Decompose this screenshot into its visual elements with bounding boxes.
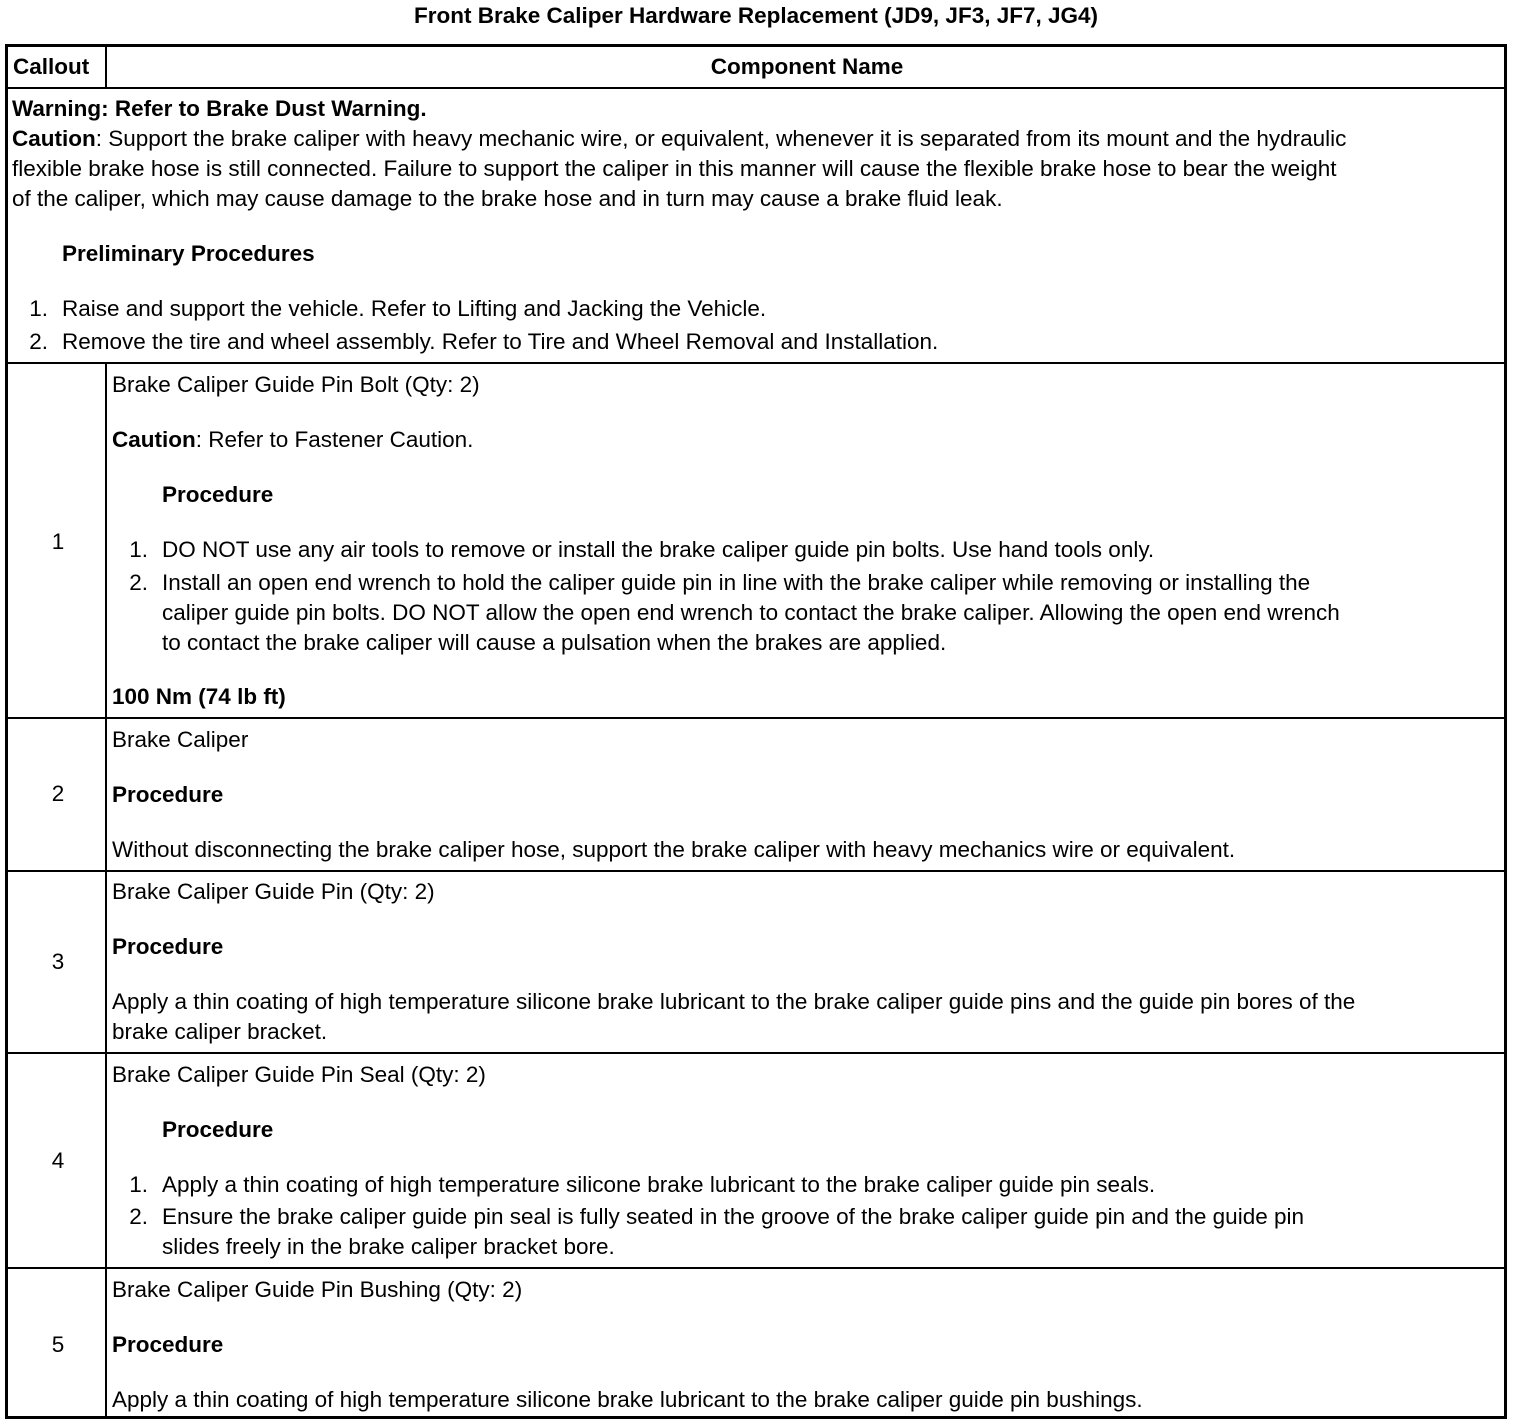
component-name: Brake Caliper Guide Pin Bushing (Qty: 2) xyxy=(112,1277,523,1302)
callout-number: 1 xyxy=(51,529,65,554)
warning-line xyxy=(12,94,427,124)
procedure-step: caliper guide pin bolts. DO NOT allow the open end wrench to contact the brake caliper. Allowing the open end wrench xyxy=(162,600,1340,625)
procedure-heading: Procedure xyxy=(112,934,224,959)
header-callout: Callout xyxy=(13,54,90,79)
step-number: 1. xyxy=(29,296,48,321)
step-number: 1. xyxy=(129,1172,148,1197)
prelim-step: Remove the tire and wheel assembly. Refer to Tire and Wheel Removal and Installation. xyxy=(62,329,939,354)
callout-number: 2 xyxy=(51,781,65,806)
caution-line xyxy=(112,425,473,455)
document-title: Front Brake Caliper Hardware Replacement (JD9, JF3, JF7, JG4) xyxy=(414,3,1098,28)
prelim-step: Raise and support the vehicle. Refer to Lifting and Jacking the Vehicle. xyxy=(62,296,767,321)
procedure-heading: Procedure xyxy=(162,1117,274,1142)
component-name: Brake Caliper Guide Pin Bolt (Qty: 2) xyxy=(112,372,480,397)
column-divider xyxy=(105,362,107,1419)
row-divider xyxy=(8,362,1504,364)
caution-text: flexible brake hose is still connected. Failure to support the caliper in this manner will cause the flexible brake hose to bear the weight xyxy=(12,156,1337,181)
procedure-text: Apply a thin coating of high temperature silicone brake lubricant to the brake caliper guide pin bushings. xyxy=(112,1387,1143,1412)
procedure-heading: Procedure xyxy=(112,782,224,807)
warning-label: Warning xyxy=(12,96,102,121)
step-number: 2. xyxy=(29,329,48,354)
procedure-step: to contact the brake caliper will cause a pulsation when the brakes are applied. xyxy=(162,630,947,655)
header-component-name: Component Name xyxy=(710,54,904,79)
callout-number: 3 xyxy=(51,949,65,974)
step-number: 2. xyxy=(129,1204,148,1229)
step-number: 1. xyxy=(129,537,148,562)
component-name: Brake Caliper Guide Pin Seal (Qty: 2) xyxy=(112,1062,486,1087)
torque-spec: 100 Nm (74 lb ft) xyxy=(112,684,286,709)
component-name: Brake Caliper xyxy=(112,727,249,752)
procedure-step: Install an open end wrench to hold the caliper guide pin in line with the brake caliper while removing or installing the xyxy=(162,570,1311,595)
procedure-table xyxy=(5,44,1507,1419)
warning-text: : Refer to Brake Dust Warning. xyxy=(101,96,427,121)
procedure-heading: Procedure xyxy=(162,482,274,507)
row-divider xyxy=(8,1052,1504,1054)
callout-number: 5 xyxy=(51,1332,65,1357)
procedure-step: DO NOT use any air tools to remove or install the brake caliper guide pin bolts. Use hand tools only. xyxy=(162,537,1155,562)
procedure-heading: Procedure xyxy=(112,1332,224,1357)
prelim-heading: Preliminary Procedures xyxy=(62,241,315,266)
procedure-step: Ensure the brake caliper guide pin seal is fully seated in the groove of the brake caliper guide pin and the guide pin xyxy=(162,1204,1304,1229)
component-name: Brake Caliper Guide Pin (Qty: 2) xyxy=(112,879,435,904)
procedure-step: Apply a thin coating of high temperature silicone brake lubricant to the brake caliper guide pin seals. xyxy=(162,1172,1156,1197)
callout-number: 4 xyxy=(51,1148,65,1173)
procedure-text: Without disconnecting the brake caliper hose, support the brake caliper with heavy mechanics wire or equivalent. xyxy=(112,837,1236,862)
procedure-text: Apply a thin coating of high temperature silicone brake lubricant to the brake caliper guide pins and the guide pin bores of the xyxy=(112,989,1356,1014)
caution-label: Caution xyxy=(12,126,96,151)
row-divider xyxy=(8,870,1504,872)
header-divider xyxy=(8,87,1504,89)
caution-text: : Refer to Fastener Caution. xyxy=(195,427,474,452)
caution-label: Caution xyxy=(112,427,196,452)
procedure-text: brake caliper bracket. xyxy=(112,1019,328,1044)
row-divider xyxy=(8,1267,1504,1269)
caution-text: of the caliper, which may cause damage to the brake hose and in turn may cause a brake fluid leak. xyxy=(12,186,1003,211)
step-number: 2. xyxy=(129,570,148,595)
caution-line xyxy=(12,124,1346,154)
procedure-step: slides freely in the brake caliper bracket bore. xyxy=(162,1234,615,1259)
row-divider xyxy=(8,717,1504,719)
caution-text: : Support the brake caliper with heavy mechanic wire, or equivalent, whenever it is separated from its mount and the hydraulic xyxy=(95,126,1347,151)
